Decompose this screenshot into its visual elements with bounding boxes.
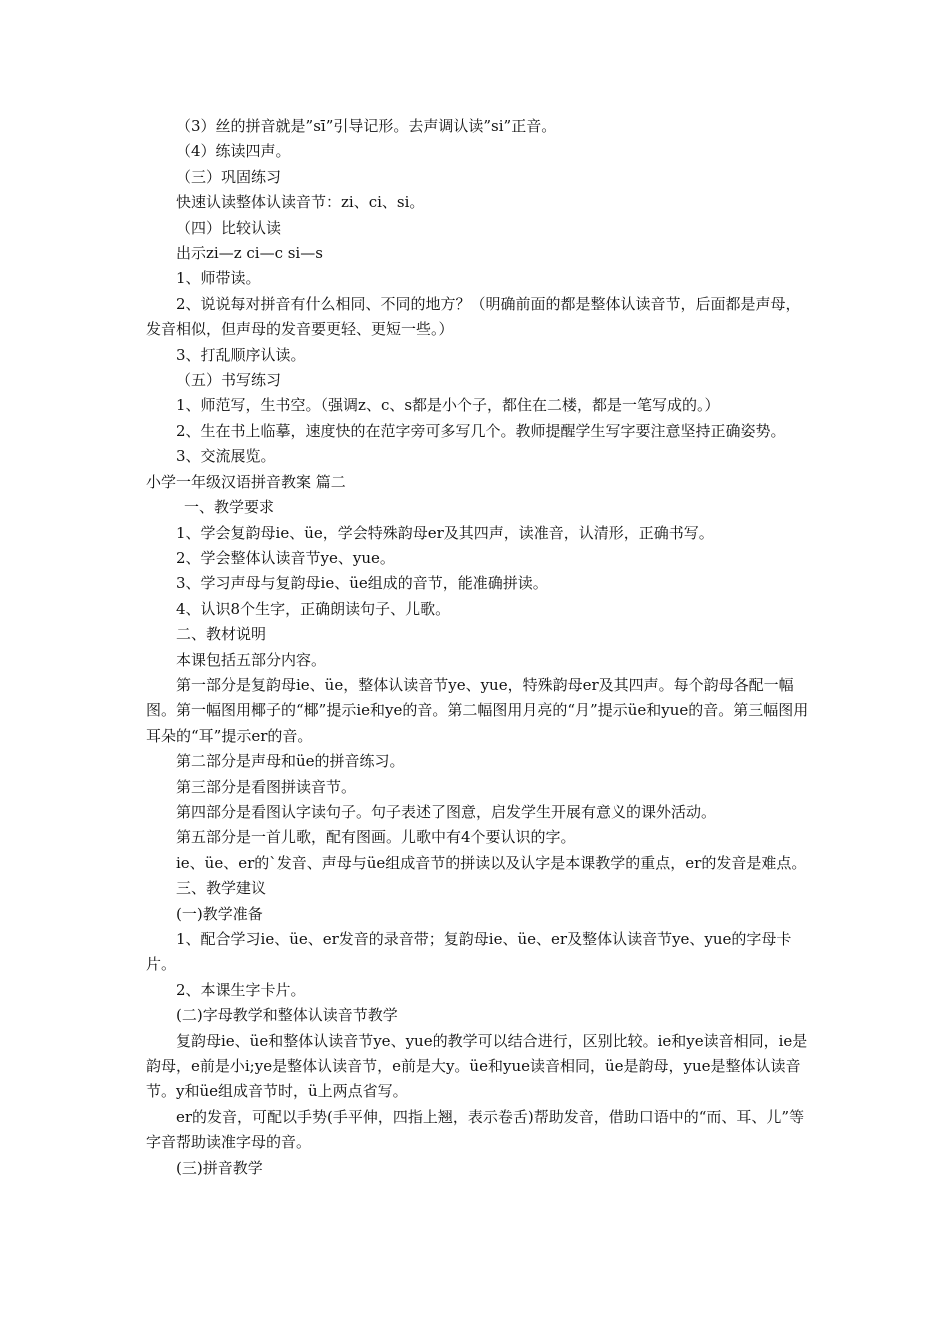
list-item: 2、说说每对拼音有什么相同、不同的地方？（明确前面的都是整体认读音节，后面都是声母，发音相似，但声母的发音要更轻、更短一些。） bbox=[146, 294, 801, 339]
section-heading: （四）比较认读 bbox=[176, 218, 282, 237]
list-item: 3、交流展览。 bbox=[176, 447, 276, 466]
list-item: 4、认识8个生字，正确朗读句子、儿歌。 bbox=[176, 599, 451, 618]
list-item: 2、学会整体认读音节ye、yue。 bbox=[176, 548, 395, 567]
section-heading: (三)拼音教学 bbox=[176, 1158, 263, 1177]
section-heading: (二)字母教学和整体认读音节教学 bbox=[176, 1006, 398, 1025]
paragraph: 复韵母ie、üe和整体认读音节ye、yue的教学可以结合进行，区别比较。ie和ye读音相同，ie是韵母，e前是小i;ye是整体认读音节，e前是大y。üe和yue读音相同，üe是韵母，yue是整体认读音节。y和üe组成音节时，ü上两点省写。 bbox=[146, 1031, 808, 1101]
section-heading: （五）书写练习 bbox=[176, 371, 282, 390]
section-heading: 三、教学建议 bbox=[176, 879, 267, 898]
paragraph: 第五部分是一首儿歌，配有图画。儿歌中有4个要认识的字。 bbox=[176, 828, 576, 847]
document-title: 小学一年级汉语拼音教案 篇二 bbox=[146, 472, 346, 491]
section-heading: 一、教学要求 bbox=[184, 498, 275, 517]
list-item: 3、学习声母与复韵母ie、üe组成的音节，能准确拼读。 bbox=[176, 574, 548, 593]
paragraph: （3）丝的拼音就是”sī”引导记形。去声调认读”si”正音。 bbox=[176, 117, 557, 135]
paragraph: er的发音，可配以手势(手平伸，四指上翘，表示卷舌)帮助发音，借助口语中的“而、耳、儿”等字音帮助读准字母的音。 bbox=[146, 1107, 805, 1152]
paragraph: 第四部分是看图认字读句子。句子表述了图意，启发学生开展有意义的课外活动。 bbox=[176, 802, 717, 821]
paragraph: 快速认读整体认读音节：zi、ci、si。 bbox=[176, 193, 425, 212]
paragraph: ie、üe、er的`发音、声母与üe组成音节的拼读以及认字是本课教学的重点，er的发音是难点。 bbox=[176, 853, 807, 872]
list-item: 1、学会复韵母ie、üe，学会特殊韵母er及其四声，读准音，认清形，正确书写。 bbox=[176, 523, 714, 542]
list-item: 3、打乱顺序认读。 bbox=[176, 345, 306, 364]
section-heading: （三）巩固练习 bbox=[176, 167, 282, 186]
list-item: 1、师带读。 bbox=[176, 269, 261, 288]
section-heading: 二、教材说明 bbox=[176, 625, 267, 644]
list-item: 2、本课生字卡片。 bbox=[176, 980, 306, 999]
list-item: 1、师范写，生书空。（强调z、c、s都是小个子，都住在二楼，都是一笔写成的。） bbox=[176, 396, 720, 415]
list-item: 2、生在书上临摹，速度快的在范字旁可多写几个。教师提醒学生写字要注意坚持正确姿势。 bbox=[176, 421, 786, 440]
list-item: 1、配合学习ie、üe、er发音的录音带；复韵母ie、üe、er及整体认读音节ye、yue的字母卡片。 bbox=[146, 930, 792, 974]
section-heading: (一)教学准备 bbox=[176, 904, 263, 923]
paragraph: 第二部分是声母和üe的拼音练习。 bbox=[176, 752, 405, 771]
paragraph: 第一部分是复韵母ie、üe，整体认读音节ye、yue，特殊韵母er及其四声。每个韵母各配一幅图。第一幅图用椰子的“椰”提示ie和ye的音。第二幅图用月亮的“月”提示üe和yue的音。第三幅图用耳朵的“耳”提示er的音。 bbox=[146, 675, 809, 745]
paragraph: 本课包括五部分内容。 bbox=[176, 650, 327, 669]
document-body bbox=[146, 114, 811, 1181]
paragraph: 第三部分是看图拼读音节。 bbox=[176, 777, 357, 796]
paragraph: 出示zi—z ci—c si—s bbox=[176, 244, 323, 263]
paragraph: （4）练读四声。 bbox=[176, 142, 291, 161]
